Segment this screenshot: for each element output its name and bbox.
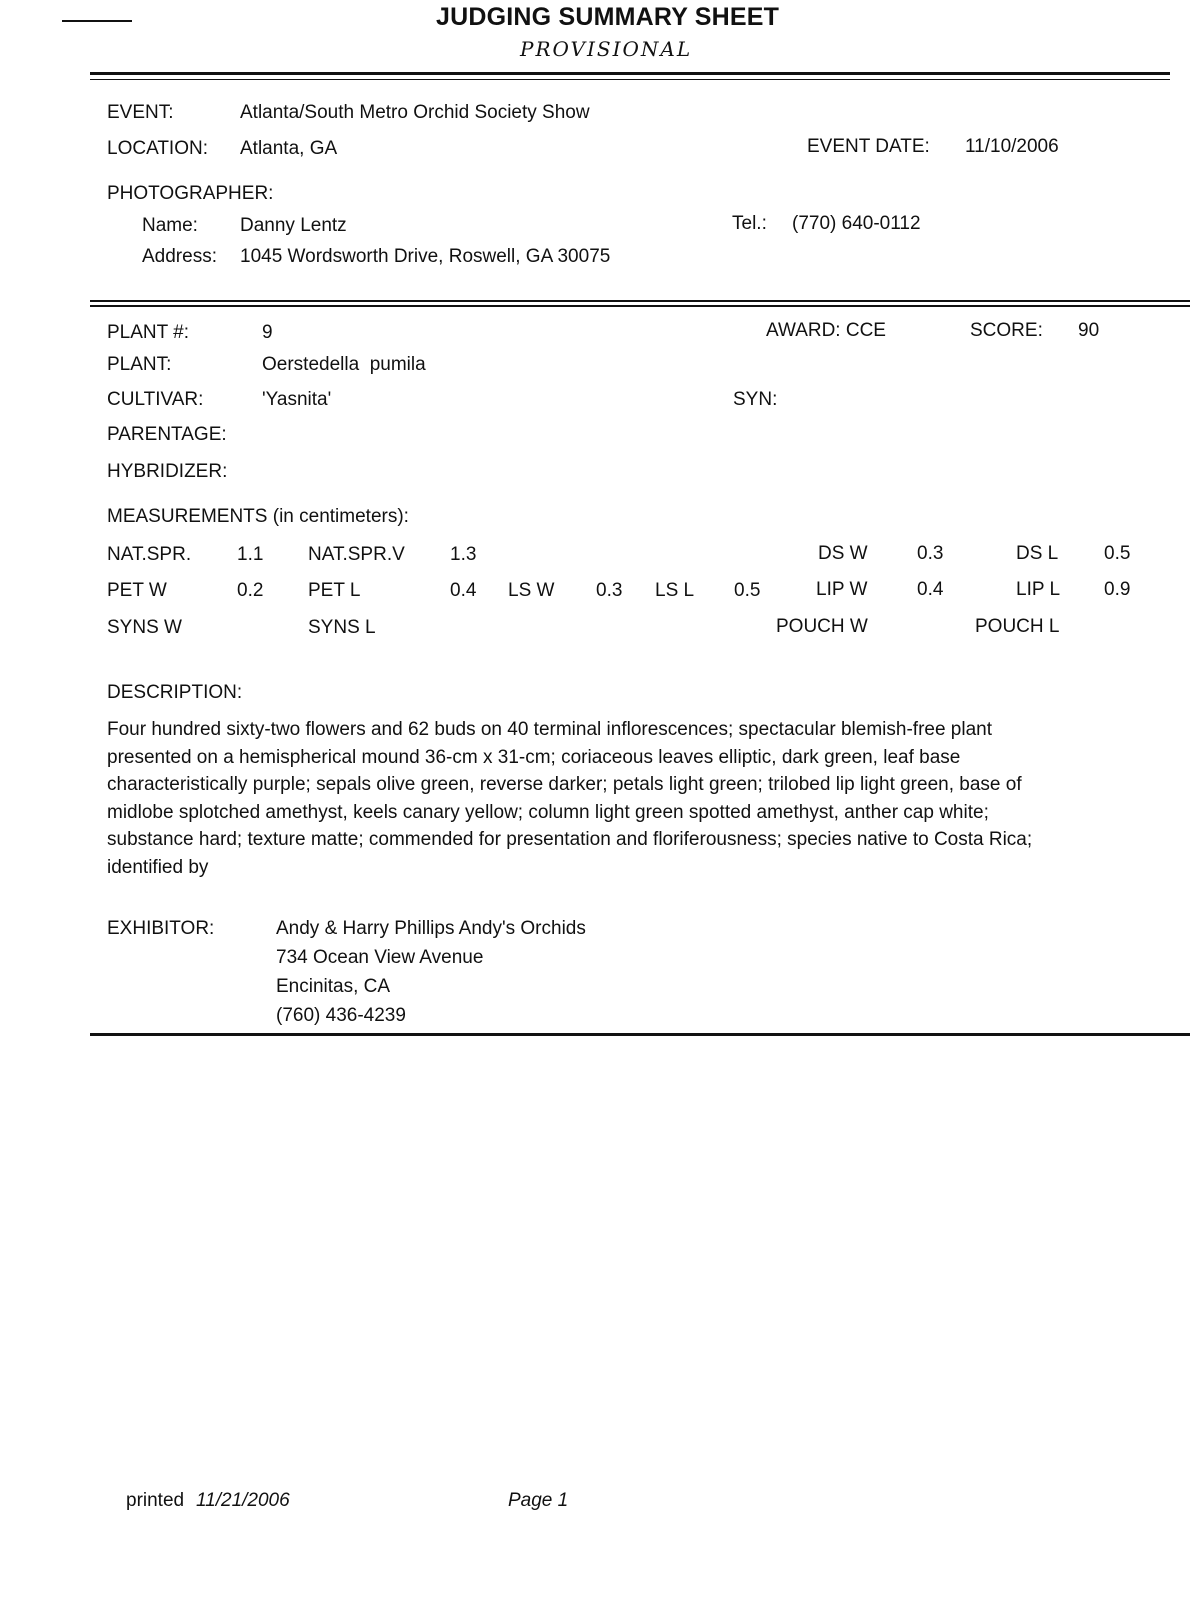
description-line: Four hundred sixty-two flowers and 62 buds on 40 terminal inflorescences; spectacular blemish-free plant — [107, 719, 993, 740]
photographer-name-label: Name: — [142, 215, 198, 236]
event-label: EVENT: — [107, 102, 174, 123]
lip-w-label: LIP W — [816, 579, 868, 600]
footer-page-number: Page 1 — [508, 1490, 569, 1511]
exhibitor-label: EXHIBITOR: — [107, 918, 215, 939]
exhibitor-street: 734 Ocean View Avenue — [276, 947, 484, 968]
cultivar-label: CULTIVAR: — [107, 389, 204, 410]
plant-number-value: 9 — [262, 322, 273, 343]
cultivar-value: 'Yasnita' — [262, 389, 332, 410]
syns-w-label: SYNS W — [107, 617, 182, 638]
photographer-name-value: Danny Lentz — [240, 215, 347, 236]
plant-number-label: PLANT #: — [107, 322, 190, 343]
syns-l-label: SYNS L — [308, 617, 376, 638]
ds-w-value: 0.3 — [917, 543, 944, 564]
mid-rule-2 — [90, 305, 1190, 307]
syn-label: SYN: — [733, 389, 778, 410]
plant-label: PLANT: — [107, 354, 172, 375]
description-line: characteristically purple; sepals olive green, reverse darker; petals light green; trilobed lip light green, base of — [107, 774, 1022, 795]
location-value: Atlanta, GA — [240, 138, 338, 159]
top-rule-2 — [90, 79, 1170, 80]
nat-spr-v-value: 1.3 — [450, 544, 477, 565]
ls-l-value: 0.5 — [734, 580, 761, 601]
page-title: JUDGING SUMMARY SHEET — [436, 3, 780, 31]
address-label: Address: — [142, 246, 217, 267]
award-label: AWARD: CCE — [766, 320, 886, 341]
description-line: presented on a hemispherical mound 36-cm x 31-cm; coriaceous leaves elliptic, dark green, leaf base — [107, 746, 961, 768]
lip-w-value: 0.4 — [917, 579, 944, 600]
handwritten-provisional-note: PROVISIONAL — [520, 37, 693, 61]
lip-l-value: 0.9 — [1104, 579, 1131, 600]
score-label: SCORE: — [970, 320, 1043, 341]
pet-l-value: 0.4 — [450, 580, 477, 601]
measurements-heading: MEASUREMENTS (in centimeters): — [107, 506, 409, 527]
ds-w-label: DS W — [818, 543, 868, 564]
nat-spr-label: NAT.SPR. — [107, 544, 192, 565]
nat-spr-value: 1.1 — [237, 544, 264, 565]
ls-l-label: LS L — [655, 580, 695, 601]
footer-printed-date: 11/21/2006 — [196, 1490, 290, 1511]
photographer-label: PHOTOGRAPHER: — [107, 183, 274, 204]
pouch-l-label: POUCH L — [975, 616, 1060, 637]
pouch-w-label: POUCH W — [776, 616, 868, 637]
mid-rule-1 — [90, 300, 1190, 302]
plant-value: Oerstedella pumila — [262, 354, 426, 375]
footer-printed-label: printed — [126, 1490, 185, 1511]
ds-l-value: 0.5 — [1104, 543, 1131, 564]
tel-value: (770) 640-0112 — [792, 213, 921, 234]
lip-l-label: LIP L — [1016, 579, 1061, 600]
pet-l-label: PET L — [308, 580, 361, 601]
corner-mark — [62, 20, 132, 22]
bottom-rule — [90, 1033, 1190, 1036]
description-line: identified by — [107, 856, 209, 878]
score-value: 90 — [1078, 320, 1100, 341]
exhibitor-name: Andy & Harry Phillips Andy's Orchids — [276, 918, 586, 939]
parentage-label: PARENTAGE: — [107, 424, 227, 445]
description-heading: DESCRIPTION: — [107, 682, 243, 703]
description-body — [107, 716, 1147, 881]
event-date-value: 11/10/2006 — [965, 136, 1059, 157]
event-date-label: EVENT DATE: — [807, 136, 930, 157]
hybridizer-label: HYBRIDIZER: — [107, 461, 228, 482]
top-rule-1 — [90, 72, 1170, 75]
nat-spr-v-label: NAT.SPR.V — [308, 544, 405, 565]
ds-l-label: DS L — [1016, 543, 1059, 564]
pet-w-value: 0.2 — [237, 580, 264, 601]
exhibitor-phone: (760) 436-4239 — [276, 1005, 406, 1026]
pet-w-label: PET W — [107, 580, 167, 601]
description-line: midlobe splotched amethyst, keels canary yellow; column light green spotted amethyst, anther cap white; — [107, 801, 989, 823]
tel-label: Tel.: — [732, 213, 767, 234]
address-value: 1045 Wordsworth Drive, Roswell, GA 30075 — [240, 246, 611, 267]
location-label: LOCATION: — [107, 138, 208, 159]
exhibitor-city: Encinitas, CA — [276, 976, 391, 997]
ls-w-label: LS W — [508, 580, 555, 601]
description-line: substance hard; texture matte; commended for presentation and floriferousness; species native to Costa Rica; — [107, 829, 1033, 850]
ls-w-value: 0.3 — [596, 580, 623, 601]
event-value: Atlanta/South Metro Orchid Society Show — [240, 102, 590, 123]
